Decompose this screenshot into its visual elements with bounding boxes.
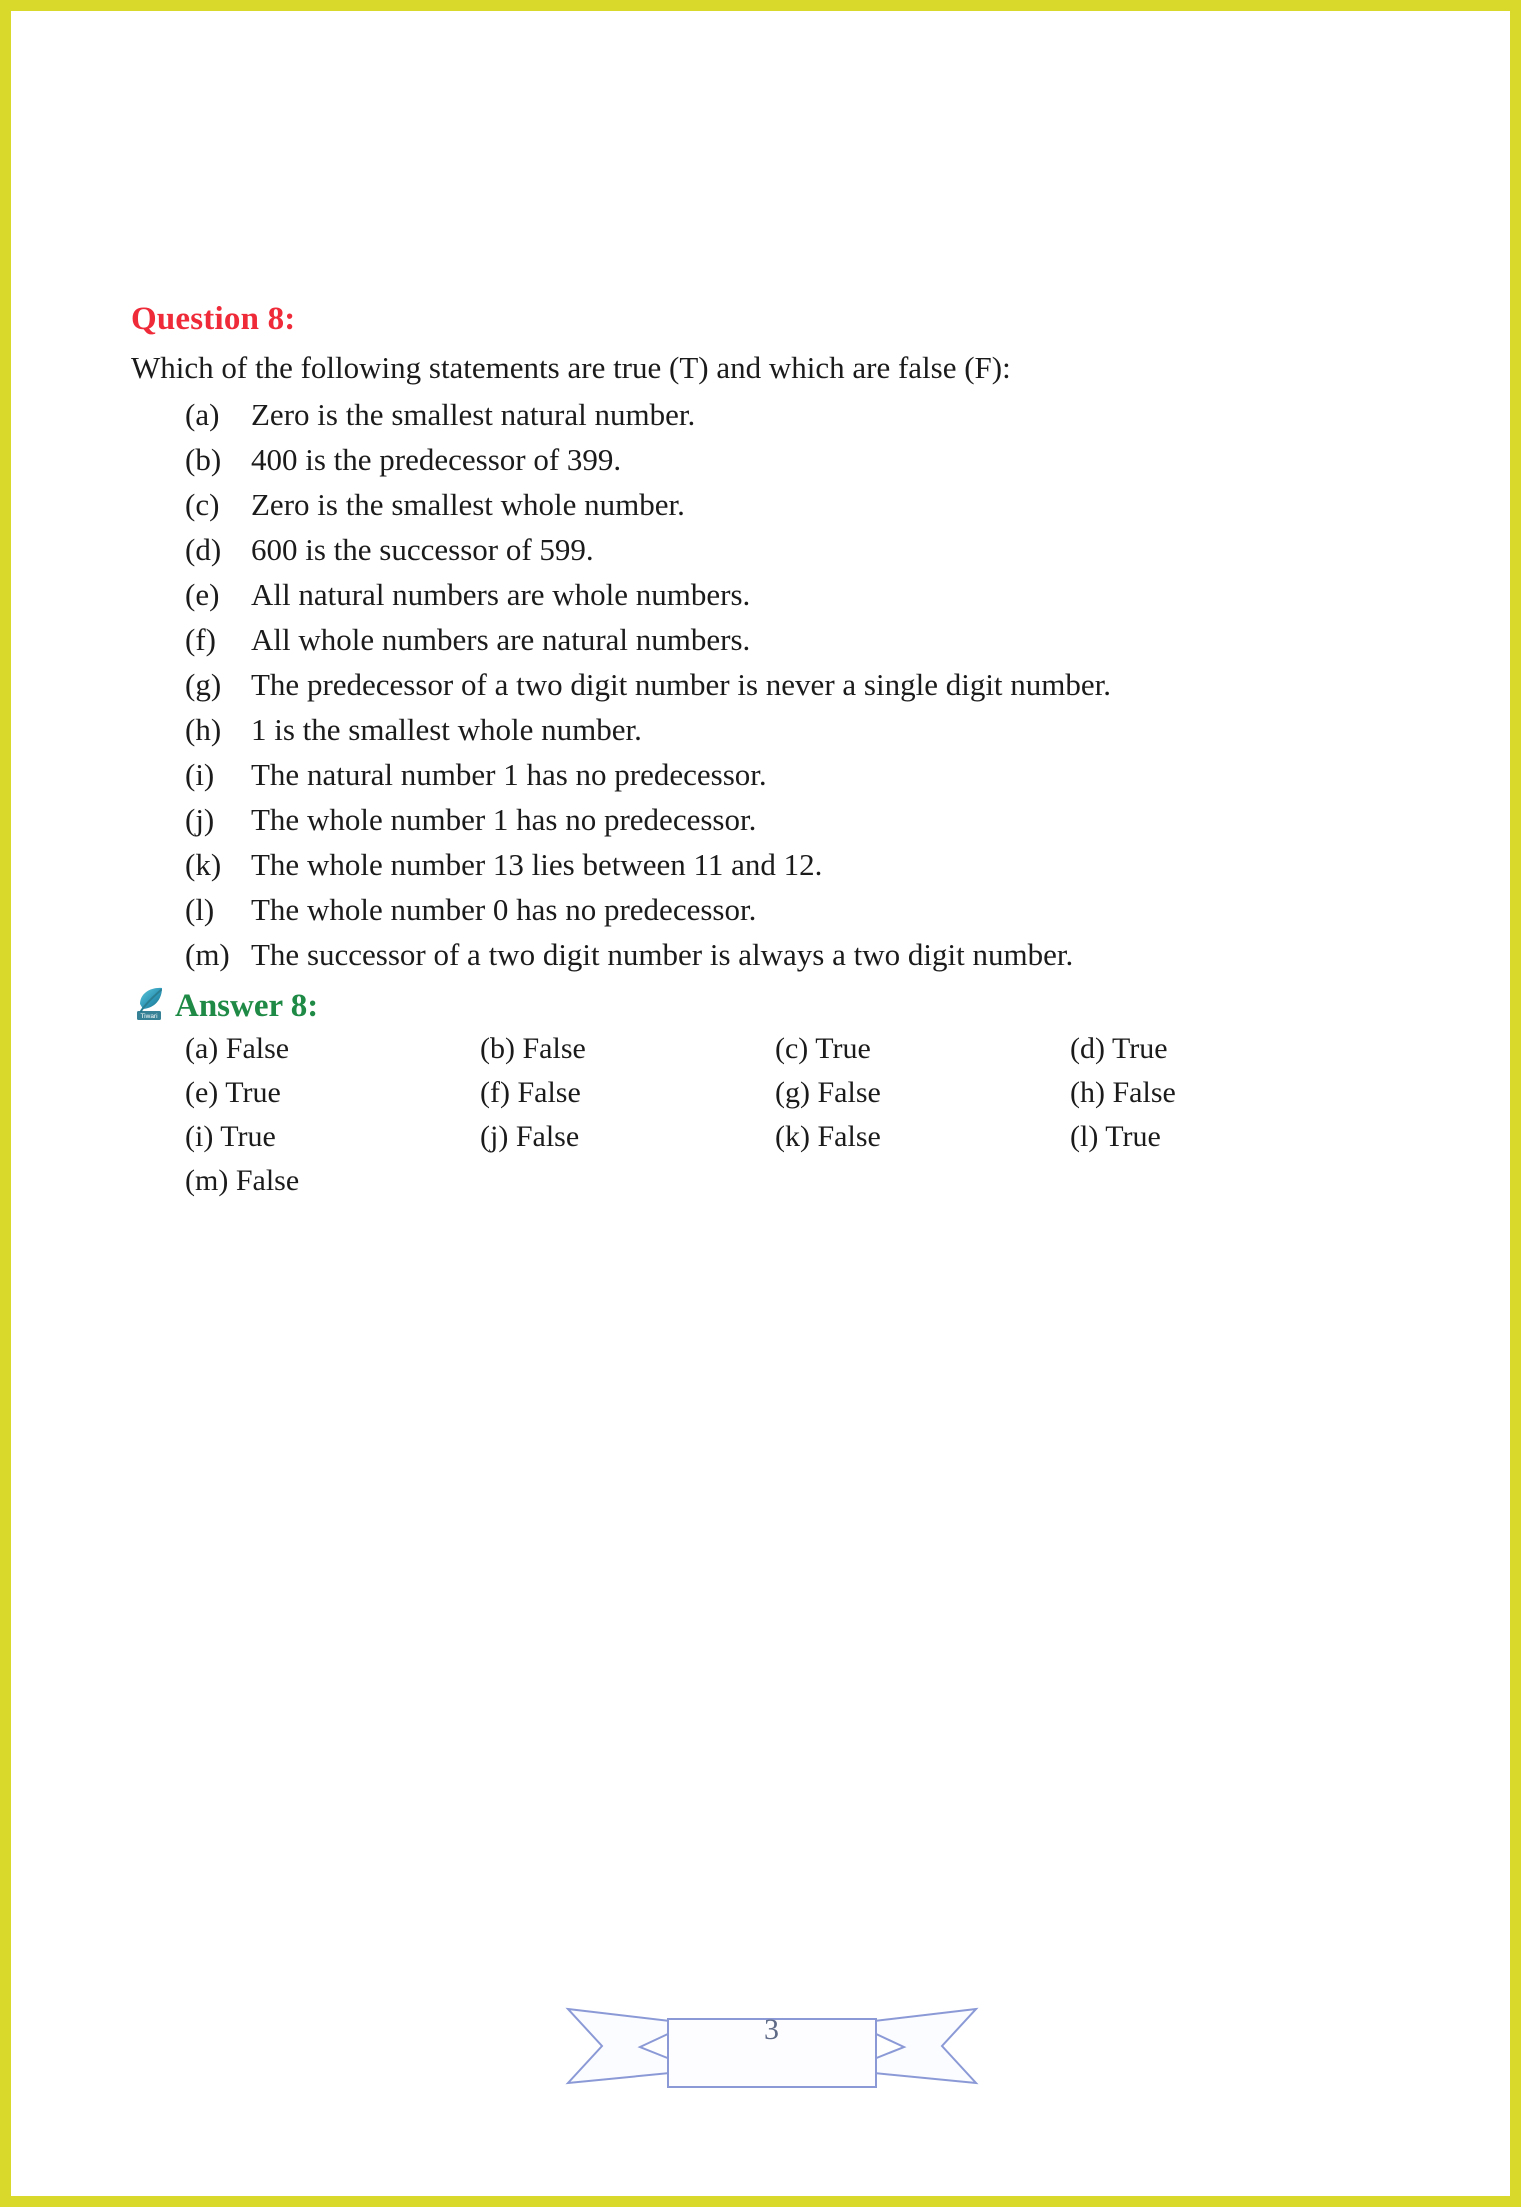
answer-cell: (f) False	[480, 1076, 581, 1109]
statement-text: The whole number 1 has no predecessor.	[251, 802, 757, 837]
answer-heading: Answer 8:	[175, 988, 319, 1024]
question-statement-item	[131, 752, 1421, 797]
statement-text: The whole number 0 has no predecessor.	[251, 892, 757, 927]
question-statement-item	[131, 887, 1421, 932]
statement-label: (i)	[185, 757, 215, 792]
answer-cell: (g) False	[775, 1076, 881, 1109]
answer-cell: (a) False	[185, 1032, 290, 1065]
question-statement-item	[131, 662, 1421, 707]
answer-cell: (i) True	[185, 1120, 276, 1153]
question-statement-list	[131, 392, 1421, 977]
answer-cell: (c) True	[775, 1032, 871, 1065]
answer-row	[185, 1071, 1421, 1115]
question-statement-item	[131, 707, 1421, 752]
question-statement-item	[131, 932, 1421, 977]
statement-text: 1 is the smallest whole number.	[251, 712, 642, 747]
statement-text: The predecessor of a two digit number is never a single digit number.	[251, 667, 1112, 702]
statement-text: The successor of a two digit number is always a two digit number.	[251, 937, 1074, 972]
statement-text: 400 is the predecessor of 399.	[251, 442, 622, 477]
statement-text: All natural numbers are whole numbers.	[251, 577, 751, 612]
statement-text: 600 is the successor of 599.	[251, 532, 594, 567]
leaf-logo-icon	[131, 983, 171, 1023]
statement-label: (l)	[185, 892, 215, 927]
answer-heading-row	[131, 983, 1421, 1025]
statement-label: (h)	[185, 712, 222, 747]
question-statement-item	[131, 617, 1421, 662]
answer-cell: (j) False	[480, 1120, 580, 1153]
answer-cell: (h) False	[1070, 1076, 1176, 1109]
statement-text: Zero is the smallest natural number.	[251, 397, 696, 432]
statement-text: All whole numbers are natural numbers.	[251, 622, 751, 657]
question-statement-item	[131, 572, 1421, 617]
exercise-block	[131, 299, 1421, 1203]
statement-label: (k)	[185, 847, 222, 882]
page-number: 3	[764, 2013, 779, 2046]
answer-cell: (m) False	[185, 1164, 300, 1197]
question-heading: Question 8:	[131, 301, 296, 337]
answer-cell: (e) True	[185, 1076, 281, 1109]
question-statement-item	[131, 527, 1421, 572]
question-intro-text: Which of the following statements are true (T) and which are false (F):	[131, 350, 1011, 385]
answer-cell: (b) False	[480, 1032, 586, 1065]
statement-label: (m)	[185, 937, 230, 972]
answer-cell: (d) True	[1070, 1032, 1168, 1065]
answer-row	[185, 1159, 1421, 1203]
statement-label: (g)	[185, 667, 222, 702]
answer-grid	[131, 1027, 1421, 1203]
statement-label: (f)	[185, 622, 216, 657]
statement-label: (c)	[185, 487, 220, 522]
statement-label: (d)	[185, 532, 222, 567]
question-statement-item	[131, 437, 1421, 482]
answer-cell	[480, 1159, 775, 1203]
svg-text:Tiwari: Tiwari	[140, 1013, 158, 1020]
question-statement-item	[131, 392, 1421, 437]
question-statement-item	[131, 482, 1421, 527]
answer-cell	[775, 1159, 1070, 1203]
question-statement-item	[131, 842, 1421, 887]
answer-cell: (l) True	[1070, 1120, 1161, 1153]
statement-label: (j)	[185, 802, 215, 837]
answer-cell: (k) False	[775, 1120, 881, 1153]
statement-text: Zero is the smallest whole number.	[251, 487, 685, 522]
statement-text: The natural number 1 has no predecessor.	[251, 757, 767, 792]
statement-label: (e)	[185, 577, 220, 612]
statement-label: (a)	[185, 397, 220, 432]
question-statement-item	[131, 797, 1421, 842]
answer-row	[185, 1027, 1421, 1071]
statement-label: (b)	[185, 442, 222, 477]
statement-text: The whole number 13 lies between 11 and 12.	[251, 847, 823, 882]
answer-row	[185, 1115, 1421, 1159]
page-content-area	[11, 11, 1510, 2196]
answer-cell	[1070, 1159, 1365, 1203]
